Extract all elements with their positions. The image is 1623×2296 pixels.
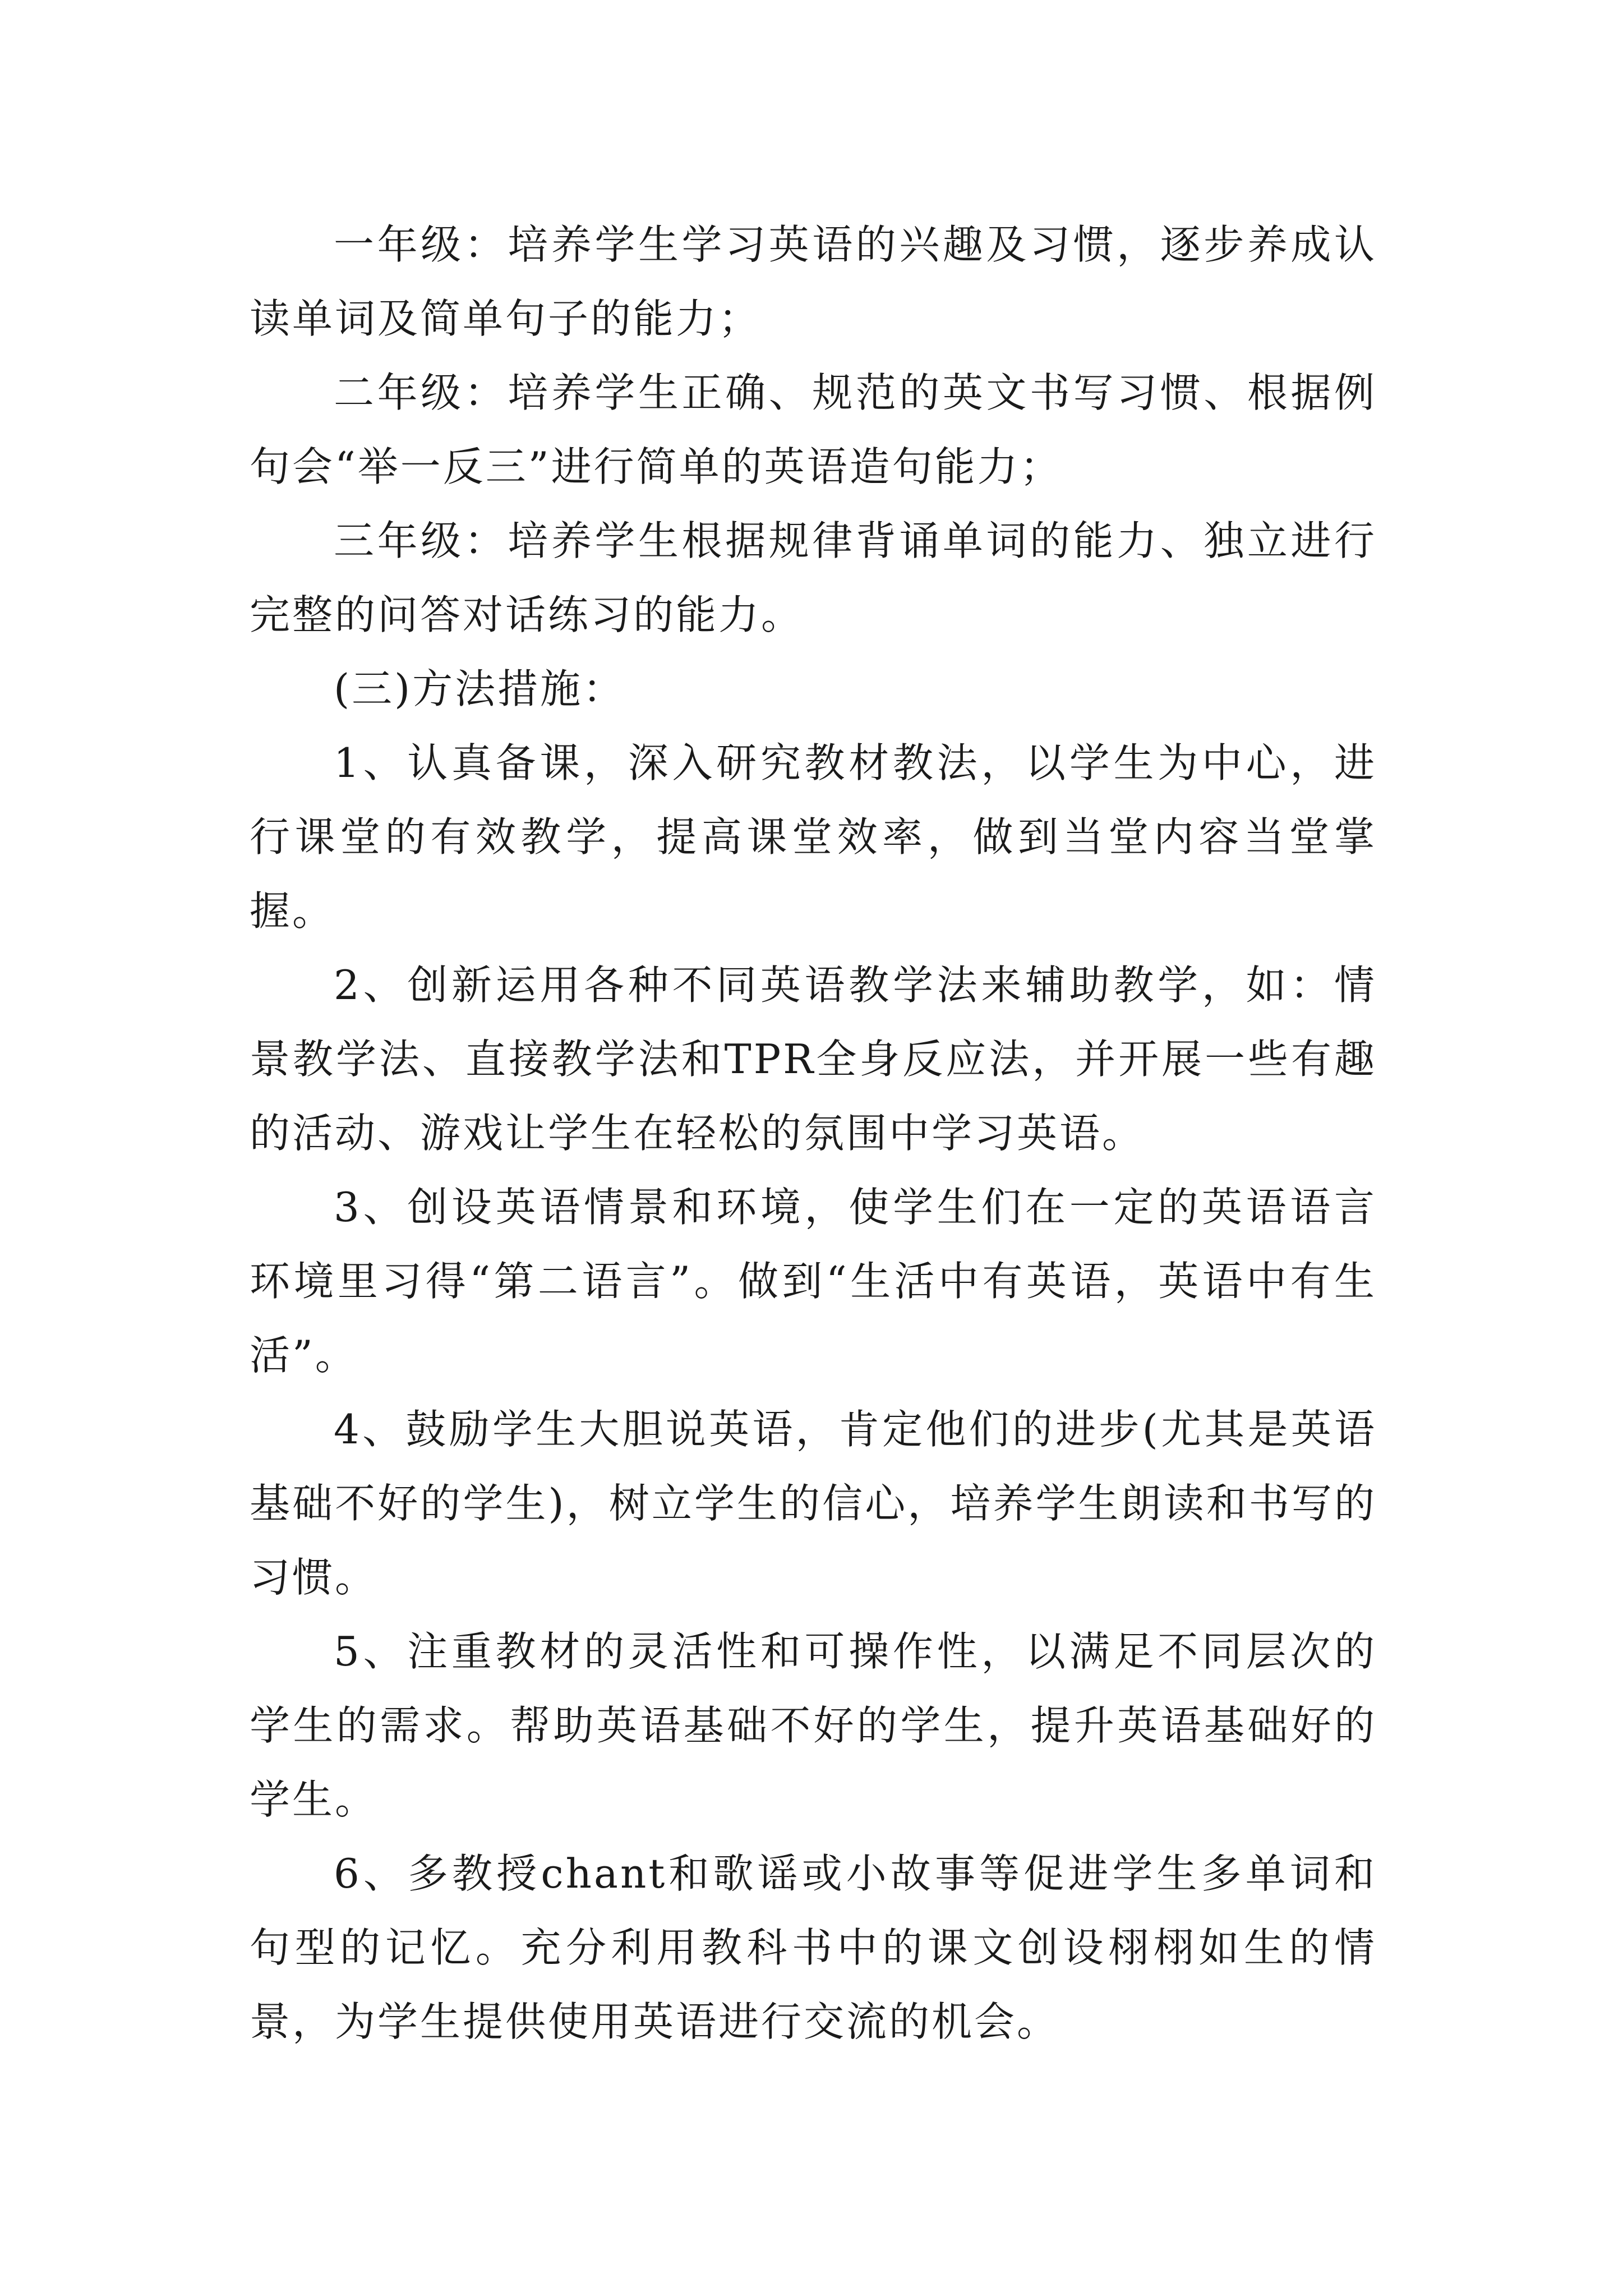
paragraph-method-6: 6、多教授chant和歌谣或小故事等促进学生多单词和句型的记忆。充分利用教科书中的课文创设栩栩如生的情景，为学生提供使用英语进行交流的机会。 — [250, 1850, 1377, 2045]
paragraph-method-2: 2、创新运用各种不同英语教学法来辅助教学，如：情景教学法、直接教学法和TPR全身反应法，并开展一些有趣的活动、游戏让学生在轻松的氛围中学习英语。 — [250, 961, 1377, 1157]
section-heading-methods: (三)方法措施： — [334, 665, 626, 712]
paragraph-method-4: 4、鼓励学生大胆说英语，肯定他们的进步(尤其是英语基础不好的学生)，树立学生的信心，培养学生朗读和书写的习惯。 — [250, 1406, 1377, 1601]
paragraph-grade-two: 二年级：培养学生正确、规范的英文书写习惯、根据例句会“举一反三”进行简单的英语造句能力； — [250, 369, 1377, 490]
paragraph-grade-three: 三年级：培养学生根据规律背诵单词的能力、独立进行完整的问答对话练习的能力。 — [250, 517, 1377, 638]
paragraph-grade-one: 一年级：培养学生学习英语的兴趣及习惯，逐步养成认读单词及简单句子的能力； — [250, 221, 1377, 342]
paragraph-method-5: 5、注重教材的灵活性和可操作性，以满足不同层次的学生的需求。帮助英语基础不好的学生，提升英语基础好的学生。 — [250, 1628, 1377, 1823]
paragraph-method-1: 1、认真备课，深入研究教材教法，以学生为中心，进行课堂的有效教学，提高课堂效率，做到当堂内容当堂掌握。 — [250, 739, 1377, 935]
paragraph-method-3: 3、创设英语情景和环境，使学生们在一定的英语语言环境里习得“第二语言”。做到“生活中有英语，英语中有生活”。 — [250, 1184, 1377, 1379]
document-body — [250, 208, 1377, 2059]
